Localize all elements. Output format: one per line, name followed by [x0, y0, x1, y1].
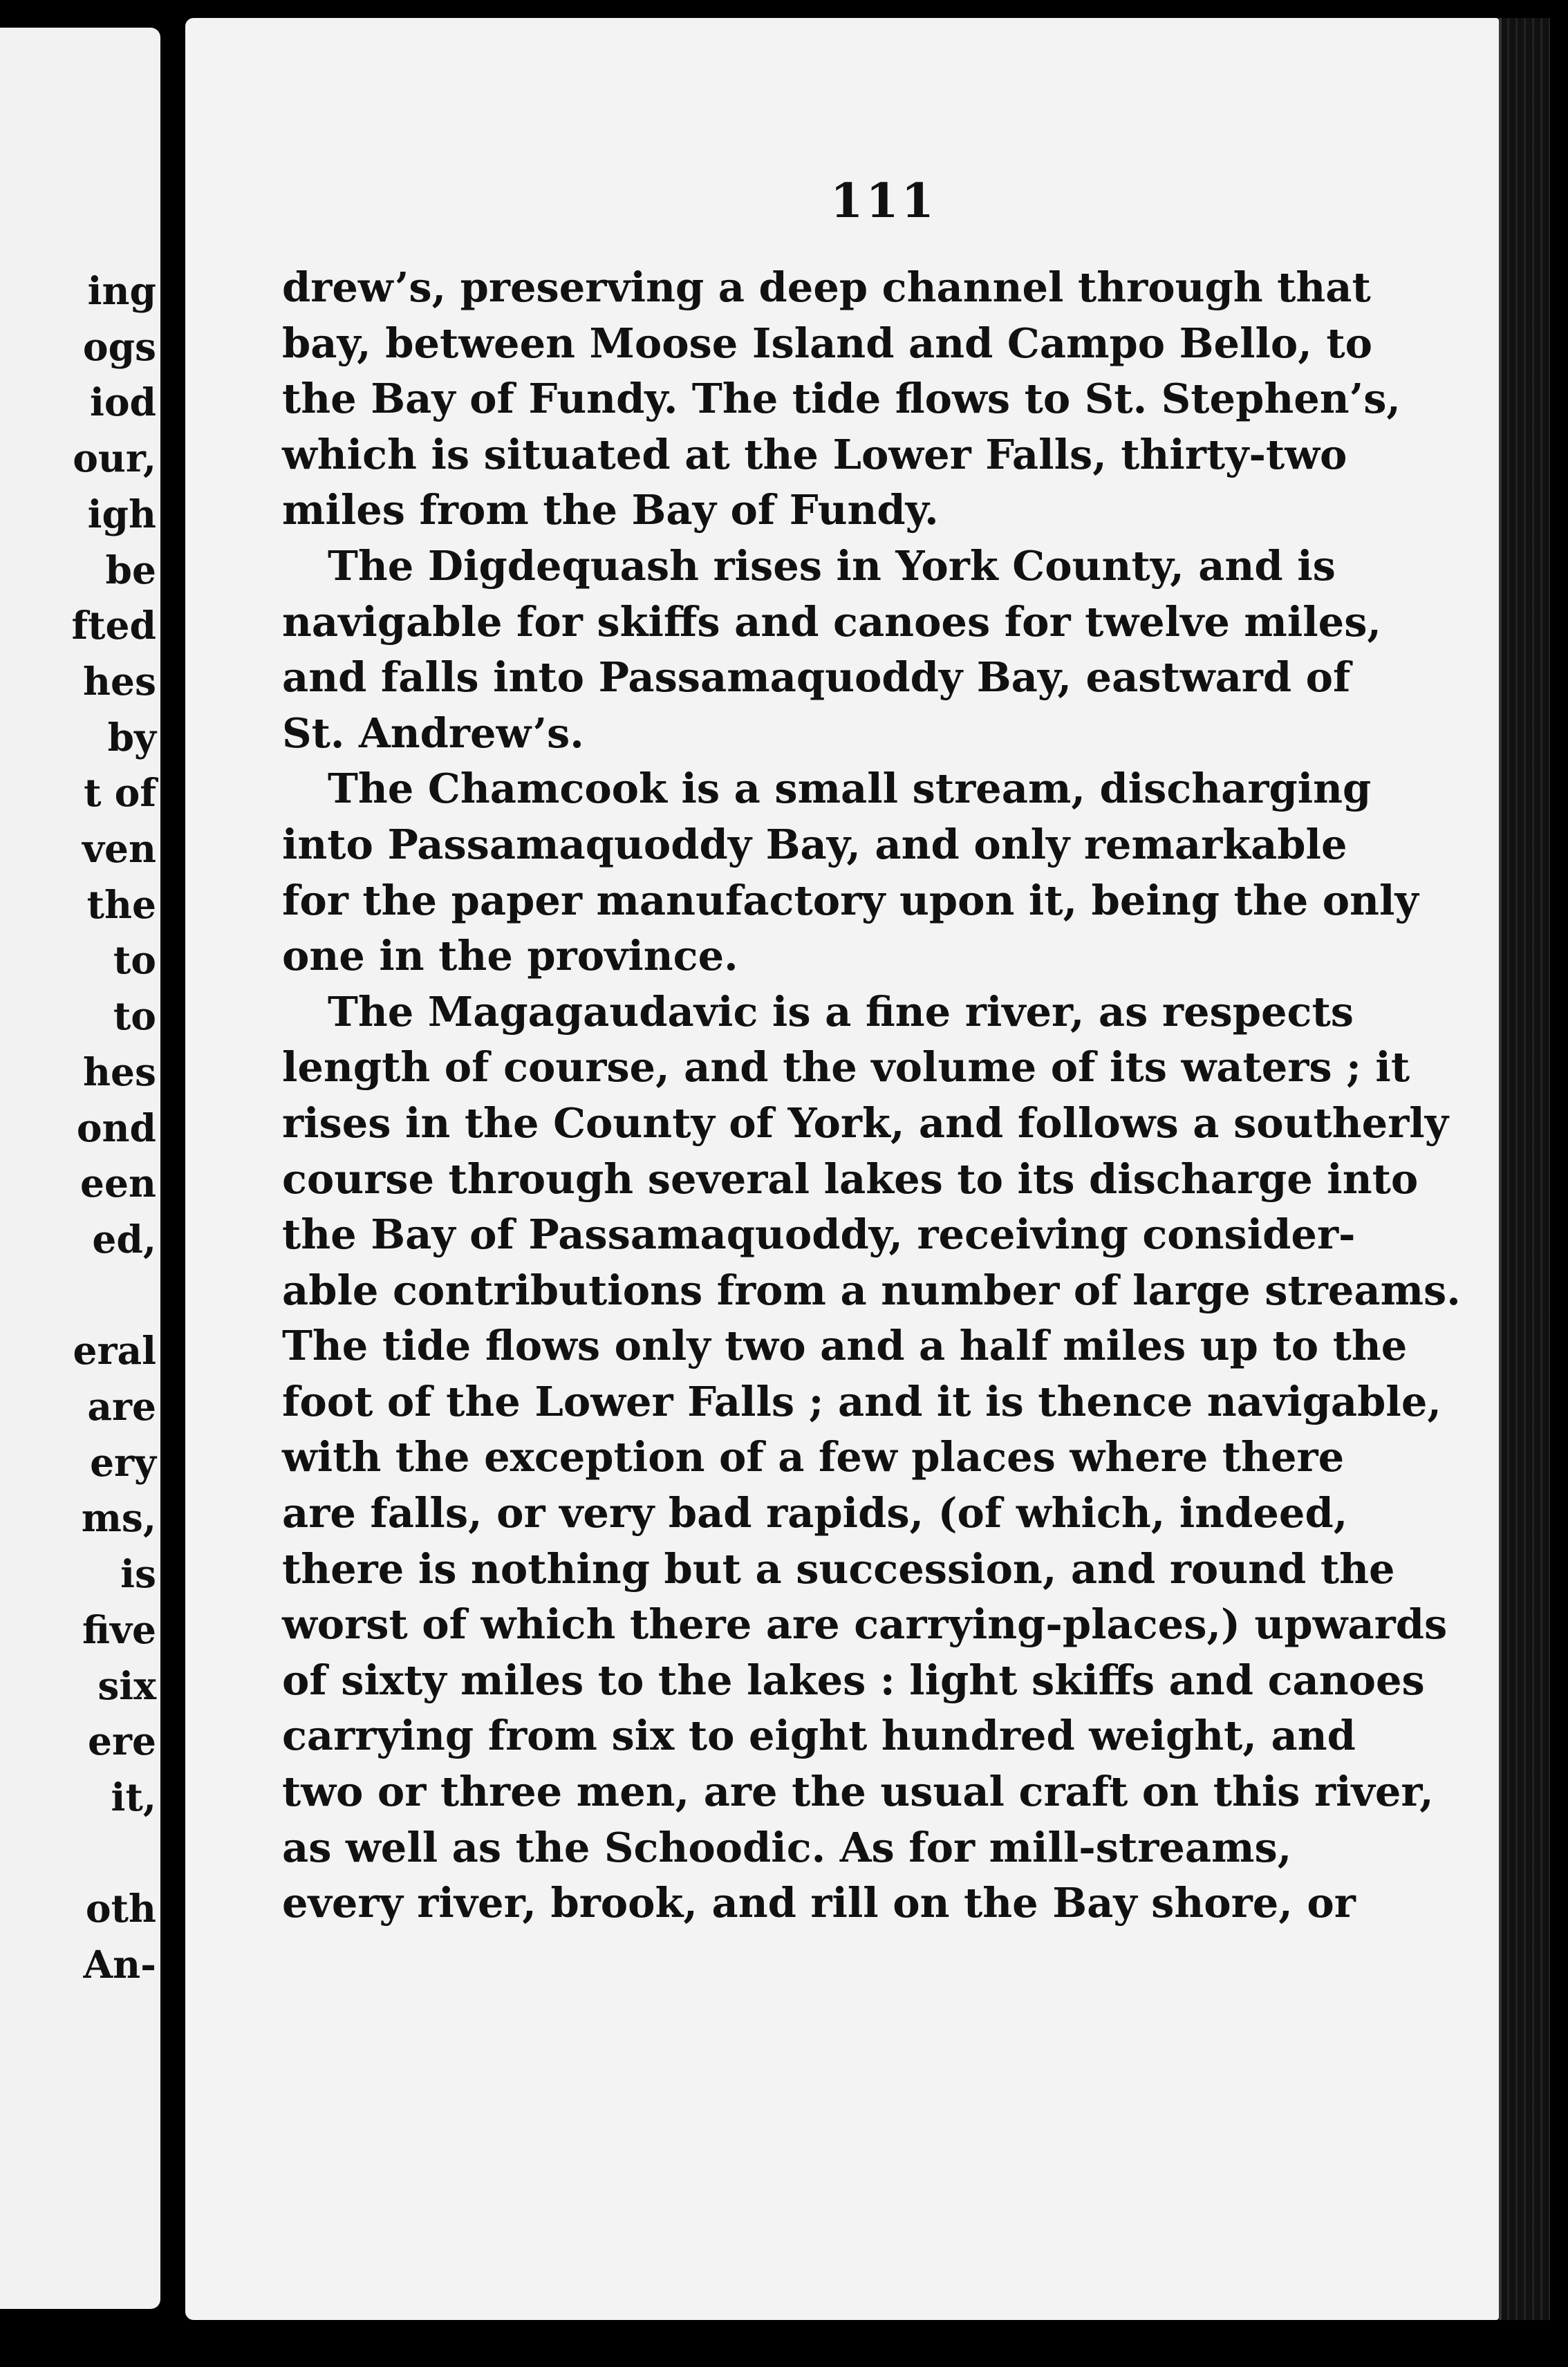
previous-page-fragment: it,	[111, 1774, 156, 1819]
paragraph	[282, 984, 1461, 1931]
previous-page-fragment: iod	[89, 380, 156, 425]
text-line: St. Andrew’s.	[282, 709, 584, 757]
book-gutter	[160, 0, 183, 2367]
text-line: foot of the Lower Falls ; and it is thence navigable,	[282, 1377, 1441, 1425]
text-line: The tide flows only two and a half miles up to the	[282, 1322, 1408, 1370]
paragraph	[282, 761, 1419, 984]
text-line: of sixty miles to the lakes : light skiffs and canoes	[282, 1656, 1425, 1704]
previous-page-fragment: ven	[82, 826, 156, 871]
text-line: drew’s, preserving a deep channel through that	[282, 263, 1371, 311]
previous-page-fragment: to	[113, 937, 156, 983]
previous-page-edge	[0, 28, 160, 2309]
previous-page-fragment: fted	[71, 603, 156, 648]
previous-page-fragment: een	[80, 1161, 156, 1206]
text-line: for the paper manufactory upon it, being the only	[282, 876, 1419, 924]
text-line: the Bay of Passamaquoddy, receiving consider-	[282, 1210, 1356, 1259]
previous-page-fragment: our,	[73, 436, 156, 481]
previous-page-fragment: is	[120, 1551, 156, 1597]
text-line: carrying from six to eight hundred weight, and	[282, 1712, 1356, 1760]
text-line: bay, between Moose Island and Campo Bello, to	[282, 319, 1372, 367]
page-number: 111	[830, 174, 937, 229]
previous-page-fragment: eral	[73, 1328, 156, 1374]
previous-page-fragment: An-	[83, 1942, 156, 1987]
previous-page-fragment: oth	[85, 1886, 156, 1931]
previous-page-fragment: ed,	[92, 1216, 156, 1262]
text-line: are falls, or very bad rapids, (of which, indeed,	[282, 1489, 1348, 1537]
text-line: able contributions from a number of large streams.	[282, 1266, 1461, 1314]
previous-page-fragment: to	[113, 993, 156, 1039]
previous-page-fragment: five	[82, 1607, 156, 1652]
previous-page-fragment: ere	[88, 1719, 156, 1764]
previous-page-fragment: are	[87, 1384, 156, 1429]
page-stack-edge	[1499, 18, 1550, 2320]
previous-page-fragment: ery	[90, 1439, 156, 1485]
text-line: two or three men, are the usual craft on this river,	[282, 1768, 1434, 1816]
previous-page-fragment: hes	[83, 1049, 156, 1094]
previous-page-fragment: igh	[87, 491, 156, 536]
previous-page-fragment: ogs	[82, 324, 156, 369]
book-page	[185, 18, 1499, 2320]
text-line: course through several lakes to its discharge into	[282, 1154, 1419, 1203]
previous-page-fragment: by	[107, 714, 156, 760]
body-text	[282, 260, 1461, 1931]
text-line: which is situated at the Lower Falls, thirty-two	[282, 430, 1347, 478]
previous-page-fragment: ond	[76, 1105, 156, 1150]
previous-page-fragment: ms,	[81, 1495, 156, 1541]
previous-page-fragment: the	[86, 881, 156, 927]
paragraph	[282, 260, 1401, 539]
text-line: into Passamaquoddy Bay, and only remarkable	[282, 820, 1347, 868]
text-line: worst of which there are carrying-places,) upwards	[282, 1600, 1448, 1649]
text-line: rises in the County of York, and follows a southerly	[282, 1098, 1449, 1147]
previous-page-fragment: ing	[87, 268, 156, 313]
text-line: there is nothing but a succession, and round the	[282, 1544, 1395, 1593]
previous-page-fragment: hes	[83, 658, 156, 704]
text-line: with the exception of a few places where there	[282, 1433, 1345, 1481]
text-line: The Digdequash rises in York County, and is	[328, 541, 1336, 590]
text-line: one in the province.	[282, 932, 738, 980]
paragraph	[282, 539, 1381, 761]
previous-page-fragment: six	[97, 1663, 156, 1708]
text-line: as well as the Schoodic. As for mill-streams,	[282, 1823, 1292, 1871]
text-line: navigable for skiffs and canoes for twelve miles,	[282, 597, 1381, 646]
text-line: The Chamcook is a small stream, discharging	[328, 765, 1372, 813]
text-line: and falls into Passamaquoddy Bay, eastward of	[282, 653, 1351, 702]
previous-page-fragment: be	[105, 547, 156, 592]
text-line: the Bay of Fundy. The tide flows to St. Stephen’s,	[282, 375, 1401, 423]
previous-page-fragment: t of	[84, 770, 156, 816]
text-line: miles from the Bay of Fundy.	[282, 486, 939, 534]
text-line: length of course, and the volume of its waters ; it	[282, 1043, 1410, 1092]
text-line: The Magagaudavic is a fine river, as respects	[328, 987, 1354, 1036]
text-line: every river, brook, and rill on the Bay shore, or	[282, 1879, 1356, 1927]
